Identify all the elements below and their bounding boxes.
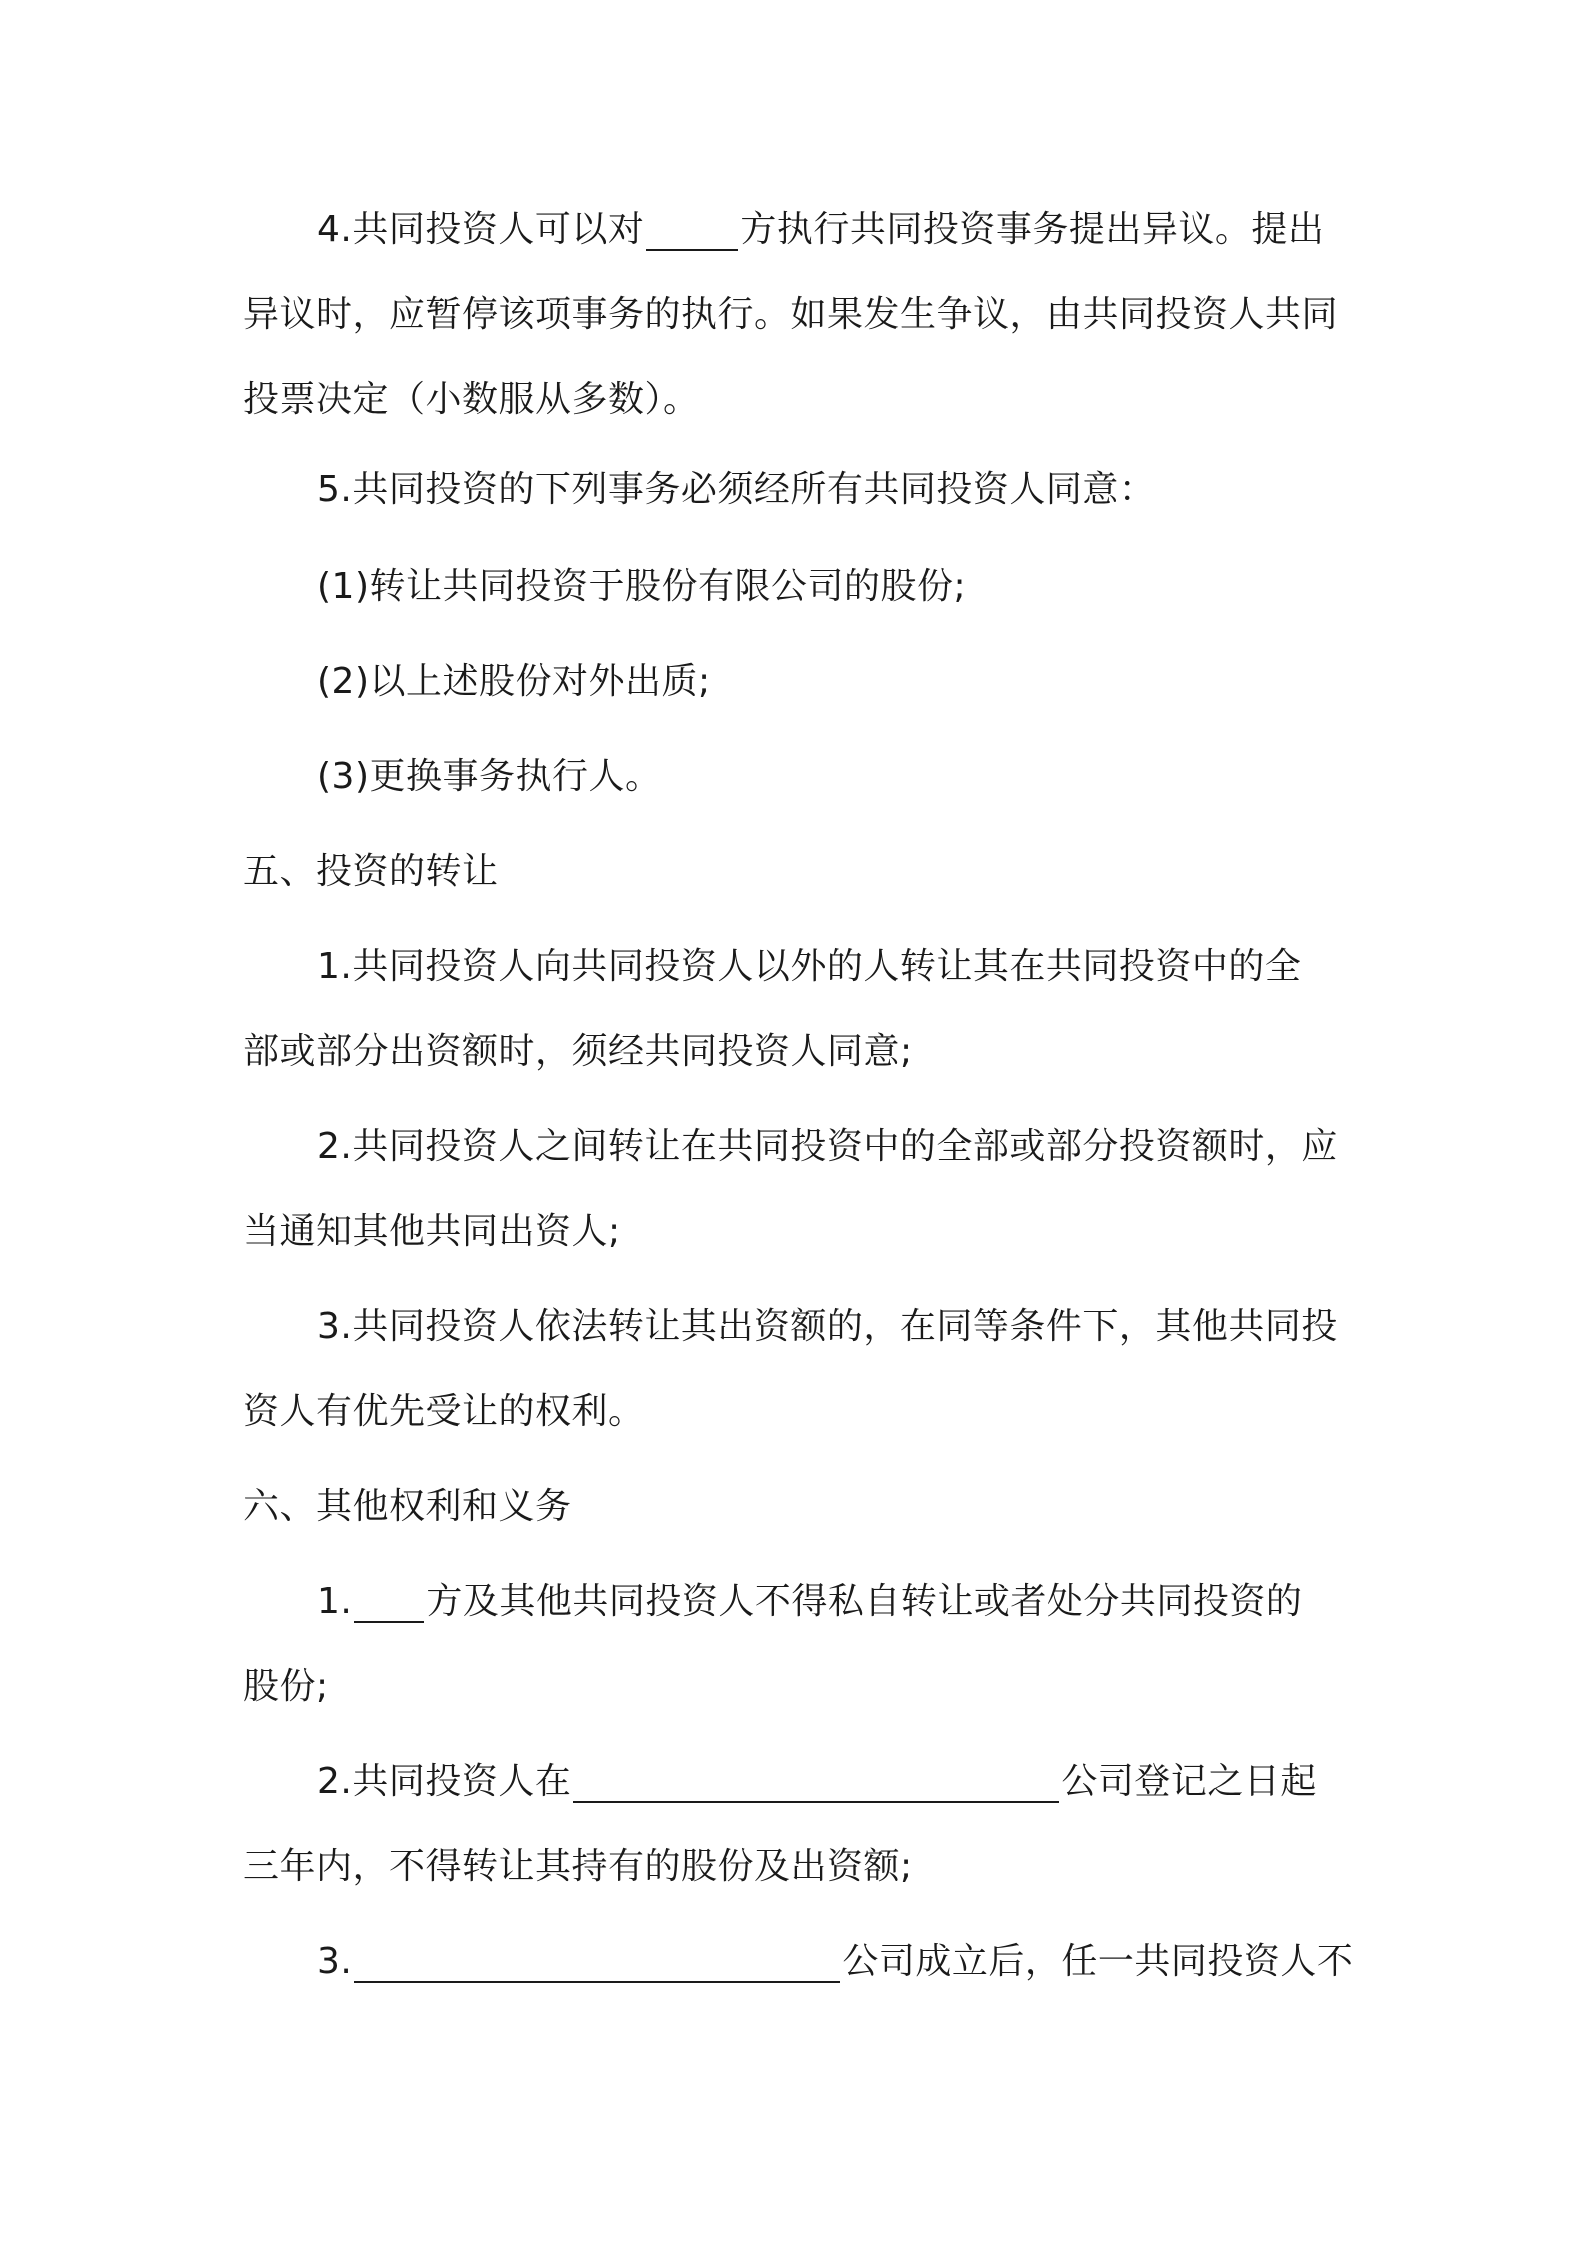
transfer-clause-1-line-2: 部或部分出资额时，须经共同投资人同意; (243, 1031, 913, 1072)
blank-field (646, 209, 738, 251)
section-heading-5: 五、投资的转让 (243, 851, 499, 892)
text-segment: 方执行共同投资事务提出异议。提出 (740, 209, 1325, 250)
blank-field (354, 1941, 840, 1983)
transfer-clause-2-line-1: 2.共同投资人之间转让在共同投资中的全部或部分投资额时，应 (317, 1126, 1338, 1167)
text-segment: 1. (317, 1581, 353, 1622)
list-item-2: (2)以上述股份对外出质; (317, 661, 711, 702)
blank-field (354, 1581, 424, 1623)
list-item-3: (3)更换事务执行人。 (317, 756, 662, 797)
transfer-clause-3-line-2: 资人有优先受让的权利。 (243, 1391, 645, 1432)
transfer-clause-2-line-2: 当通知其他共同出资人; (243, 1211, 621, 1252)
list-item-1: (1)转让共同投资于股份有限公司的股份; (317, 566, 967, 607)
text-segment: 公司登记之日起 (1061, 1761, 1317, 1802)
text-segment: 4.共同投资人可以对 (317, 209, 645, 250)
paragraph-4-line-1 (243, 200, 1437, 260)
obligation-2-line-1 (243, 1752, 1437, 1812)
text-segment: 公司成立后，任一共同投资人不 (842, 1941, 1354, 1982)
obligation-1-line-2: 股份; (243, 1666, 329, 1707)
text-segment: 2.共同投资人在 (317, 1761, 572, 1802)
text-segment: 方及其他共同投资人不得私自转让或者处分共同投资的 (426, 1581, 1303, 1622)
transfer-clause-3-line-1: 3.共同投资人依法转让其出资额的，在同等条件下，其他共同投 (317, 1306, 1338, 1347)
text-segment: 3. (317, 1941, 353, 1982)
obligation-2-line-2: 三年内，不得转让其持有的股份及出资额; (243, 1846, 913, 1887)
paragraph-4-line-3: 投票决定（小数服从多数）。 (243, 379, 700, 420)
obligation-3-line-1 (243, 1932, 1437, 1992)
section-heading-6: 六、其他权利和义务 (243, 1486, 572, 1527)
obligation-1-line-1 (243, 1572, 1437, 1632)
transfer-clause-1-line-1: 1.共同投资人向共同投资人以外的人转让其在共同投资中的全 (317, 946, 1302, 987)
paragraph-5: 5.共同投资的下列事务必须经所有共同投资人同意： (317, 469, 1156, 510)
blank-field (573, 1761, 1059, 1803)
paragraph-4-line-2: 异议时，应暂停该项事务的执行。如果发生争议，由共同投资人共同 (243, 294, 1339, 335)
